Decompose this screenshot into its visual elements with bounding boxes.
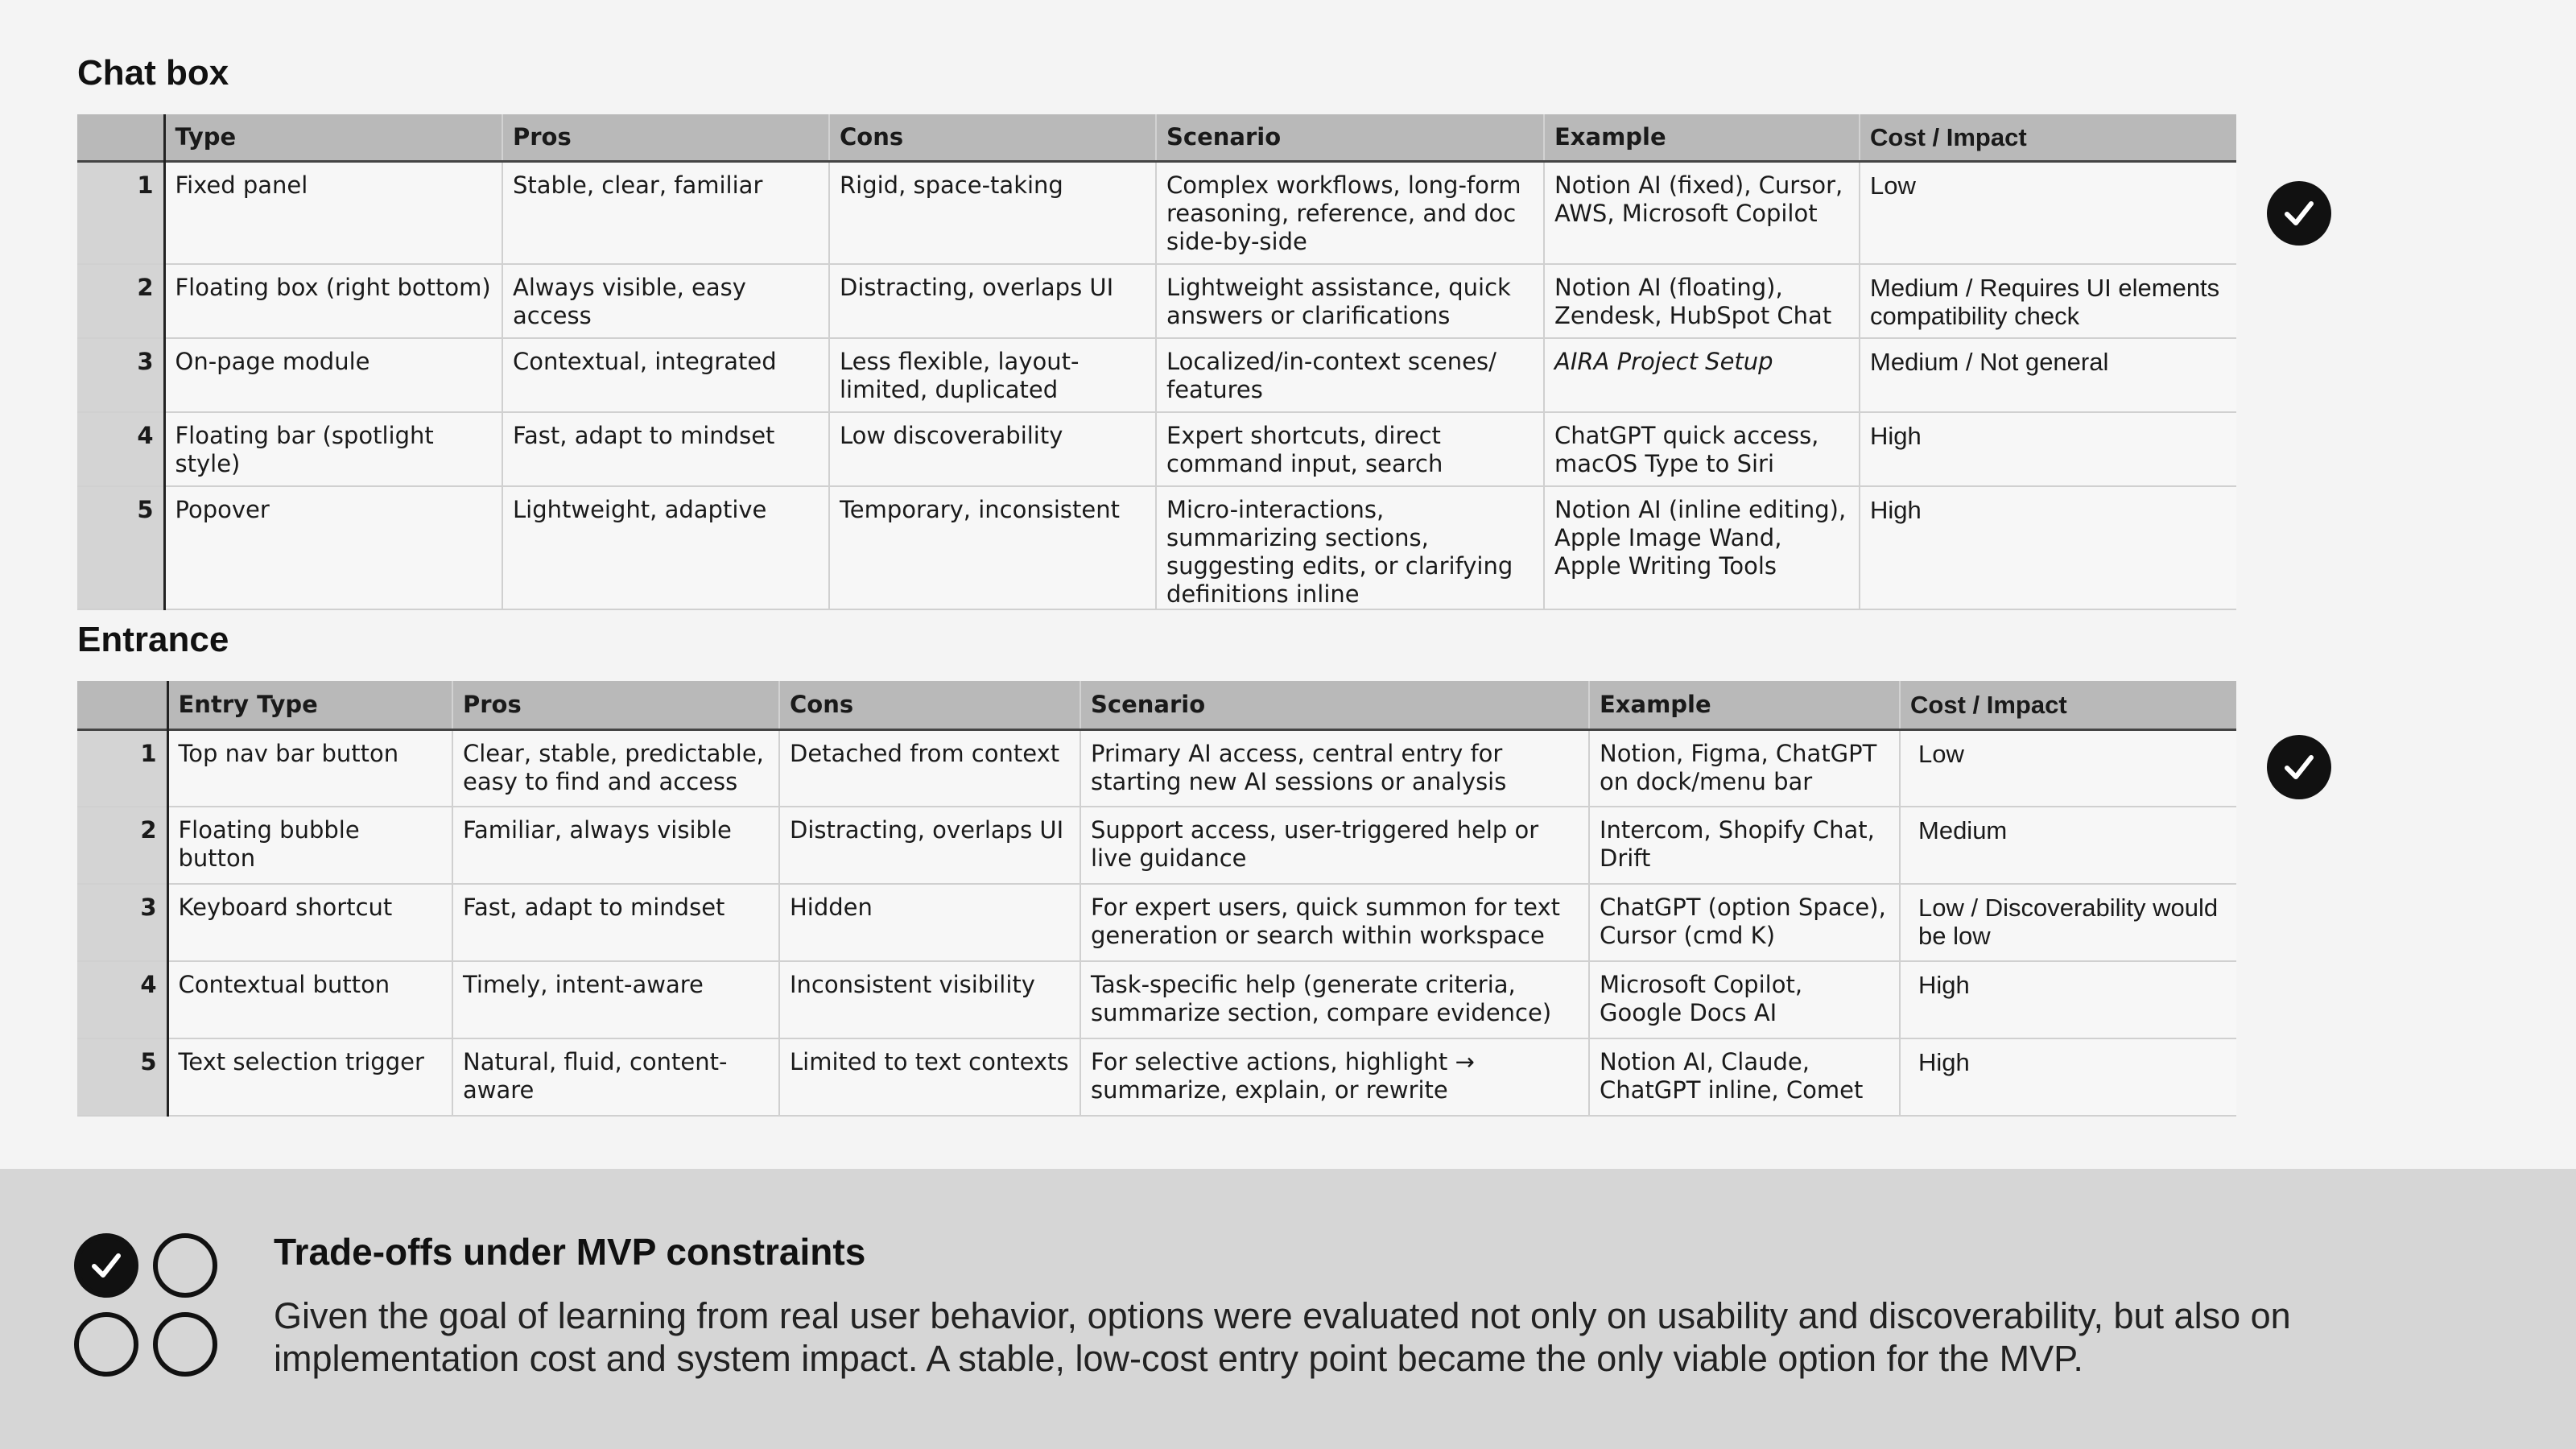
cell-scenario: Support access, user-triggered help or live guidance [1080,807,1589,884]
column-header: Example [1589,681,1900,729]
cell-pros: Contextual, integrated [502,338,829,412]
cell-scenario: Primary AI access, central entry for starting new AI sessions or analysis [1080,729,1589,807]
cell-scenario: Lightweight assistance, quick answers or clarifications [1156,264,1544,338]
checkmark-circle-icon [74,1233,138,1298]
cell-cost: Low [1900,729,2236,807]
table-row [77,161,2236,264]
column-header: Cost / Impact [1860,114,2236,161]
table-row [77,729,2236,807]
cell-cons: Rigid, space-taking [829,161,1156,264]
table-row [77,486,2236,609]
empty-circle-icon [74,1312,138,1377]
cell-cons: Inconsistent visibility [779,961,1080,1038]
row-number: 1 [77,729,167,807]
cell-scenario: Complex workflows, long-form reasoning, reference, and doc side-by-side [1156,161,1544,264]
column-header: Entry Type [167,681,452,729]
cell-pros: Lightweight, adaptive [502,486,829,609]
cell-cons: Distracting, overlaps UI [829,264,1156,338]
cell-example: Notion AI (fixed), Cursor, AWS, Microsoft Copilot [1544,161,1860,264]
cell-example: ChatGPT quick access, macOS Type to Siri [1544,412,1860,486]
table-row [77,807,2236,884]
cell-cost: Medium [1900,807,2236,884]
cell-scenario: For selective actions, highlight → summarize, explain, or rewrite [1080,1038,1589,1116]
cell-entry-type: Top nav bar button [167,729,452,807]
cell-scenario: For expert users, quick summon for text generation or search within workspace [1080,884,1589,961]
cell-entry-type: Floating bubble button [167,807,452,884]
column-header: Pros [452,681,779,729]
cell-entry-type: Contextual button [167,961,452,1038]
row-number: 4 [77,961,167,1038]
table-row [77,264,2236,338]
cell-cost: Low [1860,161,2236,264]
chat-box-table [77,114,2236,610]
column-header: Type [164,114,502,161]
footer-title: Trade-offs under MVP constraints [274,1231,866,1273]
cell-pros: Familiar, always visible [452,807,779,884]
cell-entry-type: Keyboard shortcut [167,884,452,961]
row-number: 4 [77,412,164,486]
cell-pros: Timely, intent-aware [452,961,779,1038]
chat-box-title: Chat box [77,53,229,93]
cell-type: Fixed panel [164,161,502,264]
checkmark-circle-icon [2267,735,2331,799]
entrance-table [77,681,2236,1117]
column-header: Scenario [1156,114,1544,161]
cell-type: On-page module [164,338,502,412]
entrance-title: Entrance [77,620,229,659]
cell-example: Notion, Figma, ChatGPT on dock/menu bar [1589,729,1900,807]
cell-example: Microsoft Copilot, Google Docs AI [1589,961,1900,1038]
table-row [77,412,2236,486]
cell-example: Notion AI (inline editing), Apple Image Wand, Apple Writing Tools [1544,486,1860,609]
column-header [77,114,164,161]
cell-pros: Fast, adapt to mindset [502,412,829,486]
cell-cost: Medium / Not general [1860,338,2236,412]
cell-type: Popover [164,486,502,609]
row-number: 3 [77,338,164,412]
row-number: 3 [77,884,167,961]
column-header: Cons [829,114,1156,161]
cell-cons: Hidden [779,884,1080,961]
cell-cons: Less flexible, layout-limited, duplicated [829,338,1156,412]
column-header: Scenario [1080,681,1589,729]
option-grid-icon [74,1233,221,1380]
cell-cost: Low / Discoverability would be low [1900,884,2236,961]
row-number: 5 [77,486,164,609]
table-row [77,1038,2236,1116]
empty-circle-icon [153,1233,217,1298]
row-number: 1 [77,161,164,264]
row-number: 5 [77,1038,167,1116]
cell-scenario: Micro-interactions, summarizing sections, suggesting edits, or clarifying definitions inline [1156,486,1544,609]
footer-body: Given the goal of learning from real user behavior, options were evaluated not only on usability and discoverability, but also on implementation cost and system impact. A stable, low-cost entry point became the only viable option for the MVP. [274,1295,2291,1379]
checkmark-circle-icon [2267,181,2331,246]
table-row [77,338,2236,412]
table-header-row [77,114,2236,161]
cell-example: Notion AI, Claude, ChatGPT inline, Comet [1589,1038,1900,1116]
cell-example: Notion AI (floating), Zendesk, HubSpot Chat [1544,264,1860,338]
cell-cost: Medium / Requires UI elements compatibility check [1860,264,2236,338]
empty-circle-icon [153,1312,217,1377]
cell-scenario: Localized/in-context scenes/ features [1156,338,1544,412]
cell-cons: Detached from context [779,729,1080,807]
cell-cons: Temporary, inconsistent [829,486,1156,609]
table-row [77,961,2236,1038]
cell-scenario: Expert shortcuts, direct command input, search [1156,412,1544,486]
cell-cons: Limited to text contexts [779,1038,1080,1116]
column-header: Pros [502,114,829,161]
cell-example: ChatGPT (option Space), Cursor (cmd K) [1589,884,1900,961]
cell-example: Intercom, Shopify Chat, Drift [1589,807,1900,884]
table-row [77,884,2236,961]
row-number: 2 [77,264,164,338]
cell-pros: Natural, fluid, content-aware [452,1038,779,1116]
cell-type: Floating bar (spotlight style) [164,412,502,486]
cell-pros: Clear, stable, predictable, easy to find and access [452,729,779,807]
cell-entry-type: Text selection trigger [167,1038,452,1116]
cell-pros: Fast, adapt to mindset [452,884,779,961]
cell-example: AIRA Project Setup [1544,338,1860,412]
table-header-row [77,681,2236,729]
cell-cost: High [1860,412,2236,486]
column-header: Cost / Impact [1900,681,2236,729]
cell-cons: Distracting, overlaps UI [779,807,1080,884]
cell-cost: High [1900,961,2236,1038]
cell-cost: High [1900,1038,2236,1116]
cell-pros: Stable, clear, familiar [502,161,829,264]
cell-cons: Low discoverability [829,412,1156,486]
cell-cost: High [1860,486,2236,609]
cell-pros: Always visible, easy access [502,264,829,338]
cell-type: Floating box (right bottom) [164,264,502,338]
cell-scenario: Task-specific help (generate criteria, summarize section, compare evidence) [1080,961,1589,1038]
column-header [77,681,167,729]
column-header: Cons [779,681,1080,729]
row-number: 2 [77,807,167,884]
column-header: Example [1544,114,1860,161]
